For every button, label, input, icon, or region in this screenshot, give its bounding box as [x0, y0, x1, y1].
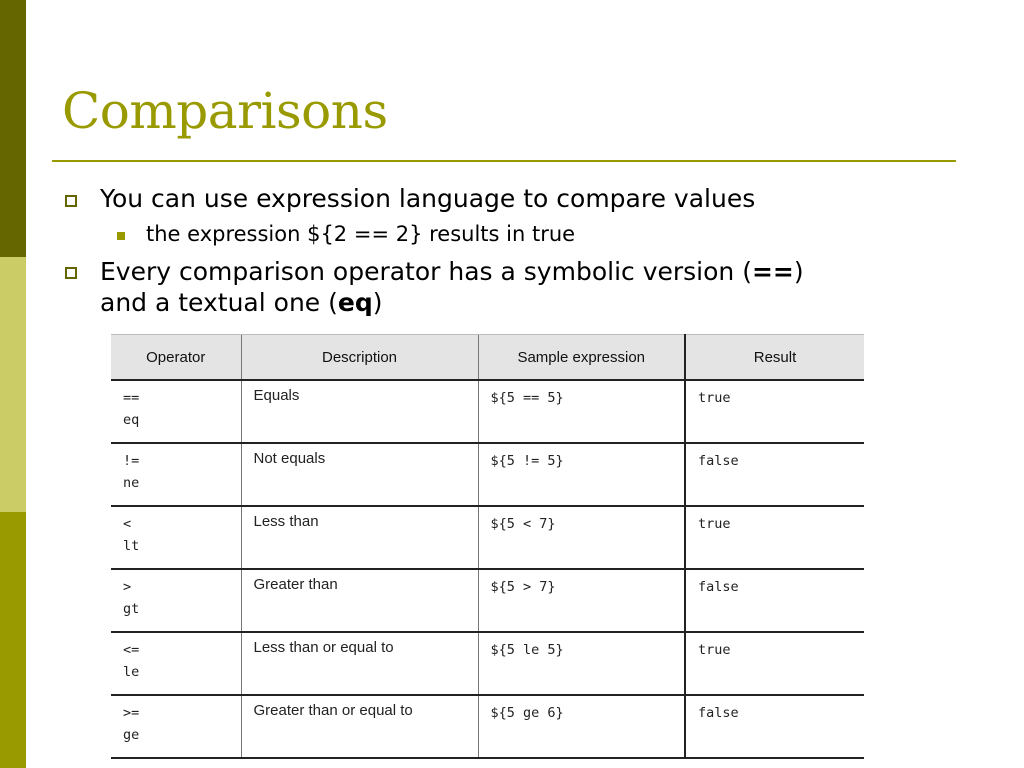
- bullet-2-textual-operator: eq: [337, 288, 373, 317]
- operator-textual: eq: [123, 412, 140, 428]
- table-row: [111, 569, 864, 632]
- operator-cell: [111, 506, 241, 569]
- sample-cell: ${5 == 5}: [478, 380, 685, 443]
- bullet-2-line-2: [100, 287, 804, 318]
- description-cell: Not equals: [241, 443, 478, 506]
- description-cell: Less than: [241, 506, 478, 569]
- operator-textual: ge: [123, 727, 140, 743]
- side-bar-dark-segment: [0, 0, 26, 257]
- operator-textual: ne: [123, 475, 140, 491]
- sample-cell: ${5 ge 6}: [478, 695, 685, 758]
- bullet-2-line2-prefix: and a textual one (: [100, 288, 338, 317]
- operator-cell: [111, 380, 241, 443]
- table-row: [111, 506, 864, 569]
- side-decoration-bar: [0, 0, 26, 768]
- bullet-square-icon: [65, 195, 77, 207]
- bullet-1-text: You can use expression language to compare values: [100, 184, 756, 213]
- description-cell: Greater than: [241, 569, 478, 632]
- table-header-row: [111, 335, 864, 381]
- sub-bullet-text: the expression ${2 == 2} results in true: [146, 222, 576, 246]
- operator-cell: [111, 443, 241, 506]
- result-cell: true: [685, 632, 864, 695]
- side-bar-light-segment: [0, 257, 26, 512]
- header-operator: Operator: [111, 335, 241, 381]
- slide-title: Comparisons: [62, 82, 388, 140]
- operator-cell: [111, 632, 241, 695]
- bullet-2-text: [100, 256, 804, 318]
- sample-cell: ${5 < 7}: [478, 506, 685, 569]
- result-cell: false: [685, 695, 864, 758]
- side-bar-mid-segment: [0, 512, 26, 768]
- bullet-2-line2-suffix: ): [372, 288, 383, 317]
- sub-bullet-square-icon: [117, 232, 125, 240]
- result-cell: true: [685, 380, 864, 443]
- operator-textual: gt: [123, 601, 140, 617]
- result-cell: true: [685, 506, 864, 569]
- description-cell: Greater than or equal to: [241, 695, 478, 758]
- operator-cell: [111, 569, 241, 632]
- result-cell: false: [685, 569, 864, 632]
- operator-textual: lt: [123, 538, 140, 554]
- bullet-2-line-1: [100, 256, 804, 287]
- description-cell: Less than or equal to: [241, 632, 478, 695]
- table-row: [111, 632, 864, 695]
- description-cell: Equals: [241, 380, 478, 443]
- bullet-square-icon: [65, 267, 77, 279]
- operator-symbol: >=: [123, 705, 140, 721]
- header-description: Description: [241, 335, 478, 381]
- bullet-2-symbolic-operator: ==: [751, 257, 794, 286]
- operator-symbol: ==: [123, 390, 140, 406]
- title-divider: [52, 160, 956, 162]
- operator-symbol: <=: [123, 642, 140, 658]
- table-row: [111, 443, 864, 506]
- operator-symbol: <: [123, 516, 132, 532]
- table-row: [111, 380, 864, 443]
- operator-symbol: >: [123, 579, 132, 595]
- operator-cell: [111, 695, 241, 758]
- bullet-2-line1-prefix: Every comparison operator has a symbolic version (: [100, 257, 752, 286]
- sample-cell: ${5 le 5}: [478, 632, 685, 695]
- table-row: [111, 695, 864, 758]
- sample-cell: ${5 > 7}: [478, 569, 685, 632]
- header-result: Result: [685, 335, 864, 381]
- sample-cell: ${5 != 5}: [478, 443, 685, 506]
- bullet-2-line1-suffix: ): [793, 257, 804, 286]
- result-cell: false: [685, 443, 864, 506]
- header-sample-expression: Sample expression: [478, 335, 685, 381]
- operator-textual: le: [123, 664, 140, 680]
- comparison-operators-table: [111, 334, 864, 759]
- operator-symbol: !=: [123, 453, 140, 469]
